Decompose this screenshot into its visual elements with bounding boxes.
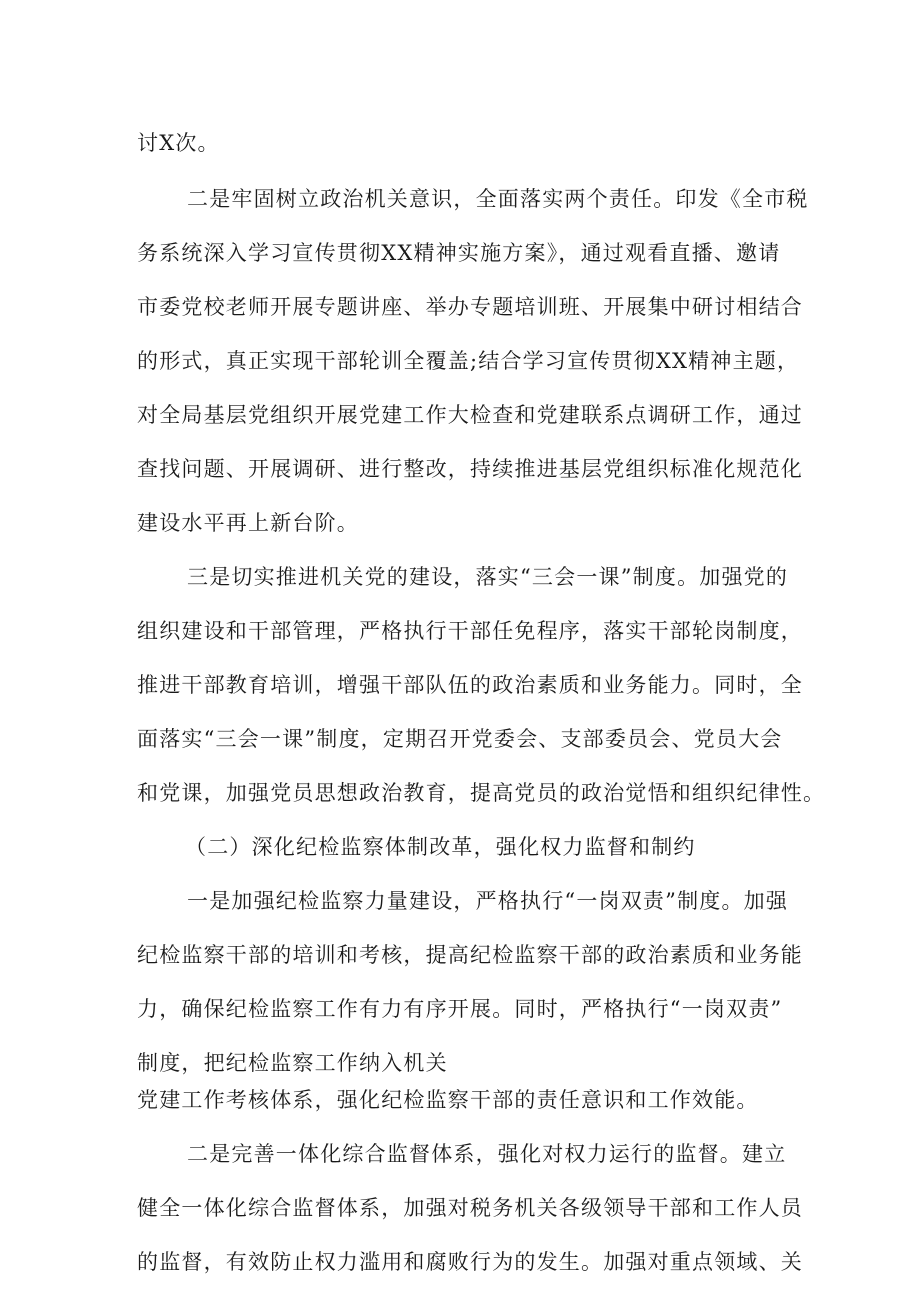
text-line: 的形式，真正实现干部轮训全覆盖;结合学习宣传贯彻XX精神主题， bbox=[137, 349, 800, 373]
text-line: 查找问题、开展调研、进行整改，持续推进基层党组织标准化规范化 bbox=[137, 457, 803, 481]
text-line: 讨X次。 bbox=[137, 131, 220, 155]
text-line: 组织建设和干部管理，严格执行干部任免程序，落实干部轮岗制度， bbox=[137, 619, 803, 643]
paragraph-first-line: 三是切实推进机关党的建设，落实“三会一课”制度。加强党的 bbox=[187, 565, 789, 589]
text-line: 建设水平再上新台阶。 bbox=[137, 511, 359, 535]
text-line: 力，确保纪检监察工作有力有序开展。同时，严格执行“一岗双责” bbox=[137, 997, 783, 1021]
paragraph-first-line: 一是加强纪检监察力量建设，严格执行“一岗双责”制度。加强 bbox=[187, 889, 789, 913]
paragraph-first-line: 二是完善一体化综合监督体系，强化对权力运行的监督。建立 bbox=[187, 1142, 787, 1166]
text-line: 的监督，有效防止权力滥用和腐败行为的发生。加强对重点领域、关 bbox=[137, 1250, 803, 1274]
text-line: 党建工作考核体系，强化纪检监察干部的责任意识和工作效能。 bbox=[137, 1088, 759, 1112]
text-line: 务系统深入学习宣传贯彻XX精神实施方案》，通过观看直播、邀请 bbox=[137, 241, 781, 265]
text-line: 市委党校老师开展专题讲座、举办专题培训班、开展集中研讨相结合 bbox=[137, 295, 803, 319]
text-line: 推进干部教育培训，增强干部队伍的政治素质和业务能力。同时，全 bbox=[137, 673, 803, 697]
text-line: 制度，把纪检监察工作纳入机关 bbox=[137, 1051, 448, 1075]
section-heading: （二）深化纪检监察体制改革，强化权力监督和制约 bbox=[185, 835, 696, 859]
text-line: 对全局基层党组织开展党建工作大检查和党建联系点调研工作，通过 bbox=[137, 403, 803, 427]
text-line: 面落实“三会一课”制度，定期召开党委会、支部委员会、党员大会 bbox=[137, 727, 783, 751]
text-line: 纪检监察干部的培训和考核，提高纪检监察干部的政治素质和业务能 bbox=[137, 943, 803, 967]
text-line: 和党课，加强党员思想政治教育，提高党员的政治觉悟和组织纪律性。 bbox=[137, 781, 826, 805]
text-line: 健全一体化综合监督体系，加强对税务机关各级领导干部和工作人员 bbox=[137, 1196, 803, 1220]
paragraph-first-line: 二是牢固树立政治机关意识，全面落实两个责任。印发《全市税 bbox=[187, 187, 809, 211]
